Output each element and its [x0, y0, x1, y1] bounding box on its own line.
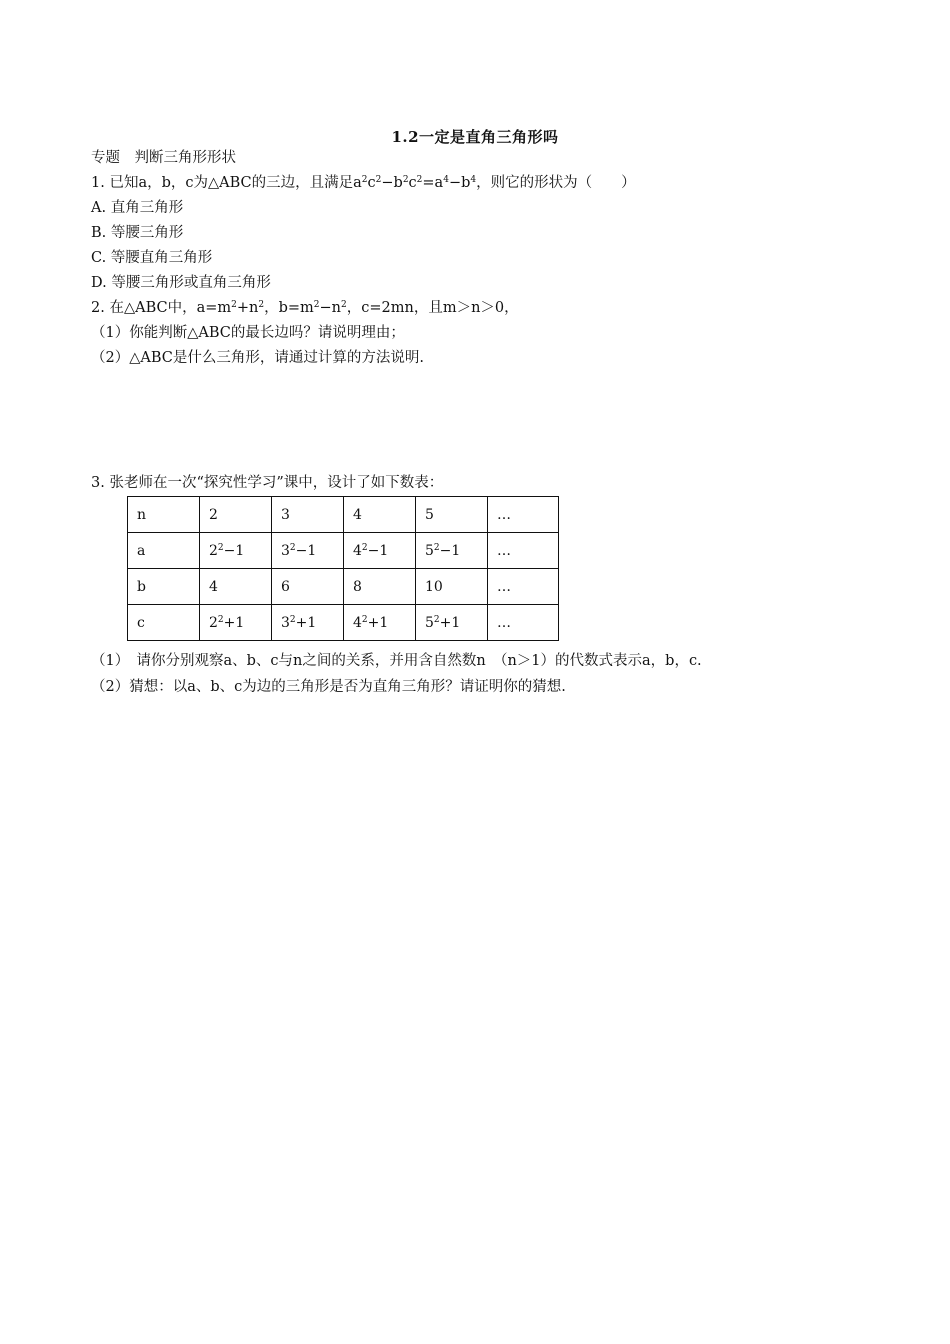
q2-part-2: （2）△ABC是什么三角形，请通过计算的方法说明.: [91, 350, 424, 366]
q1-stem-text: c: [408, 175, 417, 191]
cell-suffix: +1: [295, 614, 317, 631]
table-cell: …: [488, 497, 559, 533]
cell-suffix: +1: [223, 614, 245, 631]
q1-stem: [91, 173, 636, 193]
table-cell: …: [488, 605, 559, 641]
superscript: 2: [313, 300, 320, 310]
number-table: [127, 496, 559, 641]
table-cell: [200, 605, 272, 641]
superscript: 2: [289, 614, 296, 625]
q1-stem-text: 1. 已知a，b，c为△ABC的三边，且满足a: [91, 175, 362, 191]
table-cell: …: [488, 533, 559, 569]
cell-suffix: −1: [367, 542, 389, 559]
cell-suffix: −1: [295, 542, 317, 559]
q3-part-2: （2）猜想：以a、b、c为边的三角形是否为直角三角形？请证明你的猜想.: [91, 679, 566, 695]
superscript: 2: [433, 614, 440, 625]
table-cell: 6: [272, 569, 344, 605]
table-cell: [272, 533, 344, 569]
q2-stem-text: +n: [236, 300, 259, 316]
q1-stem-text: c: [367, 175, 376, 191]
table-cell: [416, 533, 488, 569]
q1-stem-text: =a: [422, 175, 444, 191]
superscript: 2: [289, 542, 296, 553]
superscript: 2: [416, 175, 423, 185]
cell-base: 4: [353, 614, 362, 631]
table-cell: c: [128, 605, 200, 641]
table-row-b: [128, 569, 559, 605]
table-cell: 8: [344, 569, 416, 605]
table-cell: [344, 605, 416, 641]
q1-stem-text: ，则它的形状为（ ）: [476, 175, 636, 191]
table-row-a: [128, 533, 559, 569]
table-cell: 10: [416, 569, 488, 605]
table-cell: [272, 605, 344, 641]
cell-base: 3: [281, 542, 290, 559]
table-cell: b: [128, 569, 200, 605]
table-row-c: [128, 605, 559, 641]
superscript: 4: [470, 175, 477, 185]
cell-suffix: +1: [367, 614, 389, 631]
q2-stem: [91, 298, 519, 318]
q1-option-a: A. 直角三角形: [91, 200, 184, 216]
q2-stem-text: 2. 在△ABC中，a=m: [91, 300, 232, 316]
q1-option-d: D. 等腰三角形或直角三角形: [91, 275, 271, 291]
cell-suffix: −1: [223, 542, 245, 559]
table-cell: 4: [200, 569, 272, 605]
superscript: 2: [361, 175, 368, 185]
superscript: 2: [402, 175, 409, 185]
superscript: 2: [361, 542, 368, 553]
q2-stem-text: ，c=2mn，且m＞n＞0，: [346, 300, 519, 316]
superscript: 4: [443, 175, 449, 185]
cell-base: 4: [353, 542, 362, 559]
q1-stem-text: −b: [381, 175, 403, 191]
superscript: 2: [433, 542, 440, 553]
cell-base: 2: [209, 542, 218, 559]
cell-suffix: +1: [439, 614, 461, 631]
q3-stem: 3. 张老师在一次“探究性学习”课中，设计了如下数表：: [91, 475, 444, 491]
superscript: 2: [341, 300, 347, 310]
cell-base: 2: [209, 614, 218, 631]
cell-suffix: −1: [439, 542, 461, 559]
table-cell: 5: [416, 497, 488, 533]
table-cell: [200, 533, 272, 569]
cell-base: 5: [425, 614, 434, 631]
table-cell: …: [488, 569, 559, 605]
superscript: 2: [217, 614, 224, 625]
q2-stem-text: ，b=m: [264, 300, 314, 316]
table-cell: n: [128, 497, 200, 533]
superscript: 2: [217, 542, 224, 553]
superscript: 2: [361, 614, 368, 625]
table-cell: [344, 533, 416, 569]
table-cell: 3: [272, 497, 344, 533]
cell-base: 5: [425, 542, 434, 559]
q3-part-1: （1） 请你分别观察a、b、c与n之间的关系，并用含自然数n （n＞1）的代数式表示a，b，c.: [91, 653, 702, 669]
page-title: 1.2一定是直角三角形吗: [391, 128, 559, 146]
table-cell: [416, 605, 488, 641]
cell-base: 3: [281, 614, 290, 631]
q2-stem-text: −n: [319, 300, 342, 316]
topic-heading: 专题 判断三角形形状: [91, 150, 236, 166]
table-cell: 4: [344, 497, 416, 533]
table-cell: 2: [200, 497, 272, 533]
superscript: 2: [258, 300, 265, 310]
q1-option-b: B. 等腰三角形: [91, 225, 184, 241]
table-cell: a: [128, 533, 200, 569]
q1-stem-text: −b: [448, 175, 471, 191]
superscript: 2: [231, 300, 237, 310]
q1-option-c: C. 等腰直角三角形: [91, 250, 213, 266]
superscript: 2: [375, 175, 382, 185]
table-row-n: [128, 497, 559, 533]
q2-part-1: （1）你能判断△ABC的最长边吗？请说明理由；: [91, 325, 405, 341]
